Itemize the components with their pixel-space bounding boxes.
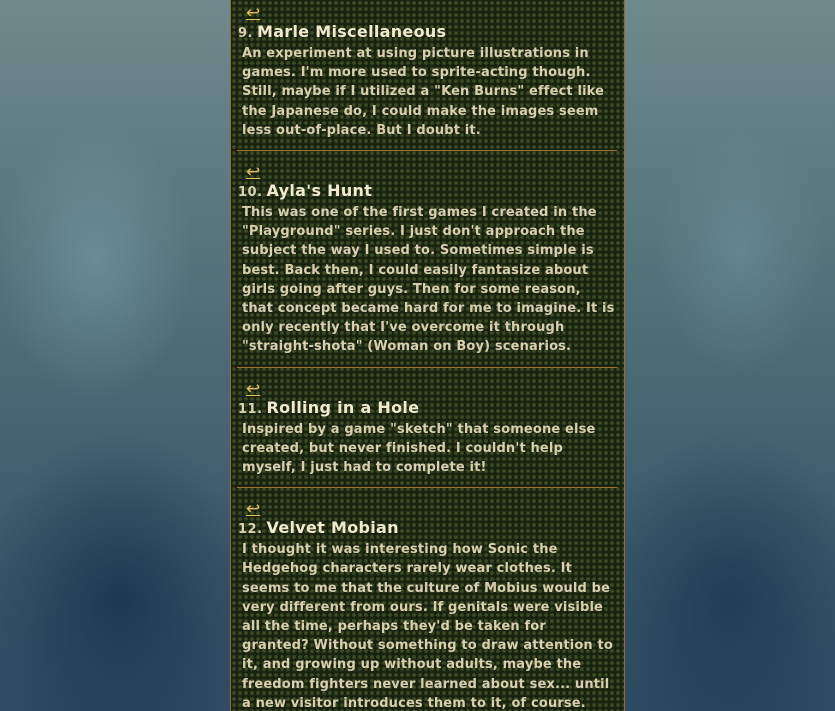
entry-number: 9. [238, 26, 253, 41]
entry-title-row [238, 181, 617, 203]
divider [237, 487, 617, 488]
back-to-top-link[interactable]: ↩ [246, 378, 261, 399]
entry-title: Velvet Mobian [266, 518, 399, 538]
back-to-top-link[interactable]: ↩ [246, 162, 261, 183]
entry-title-row [238, 398, 617, 420]
entry-description: Inspired by a game "sketch" that someone else created, but never finished. I couldn't help myself, I just had to complete it! [242, 421, 596, 476]
entry-10 [237, 159, 617, 368]
entry-12 [237, 496, 617, 711]
entry-11 [237, 376, 617, 489]
entry-description: An experiment at using picture illustrations in games. I'm more used to sprite-acting though. Still, maybe if I utilized a "Ken Burns" effect like the Japanese do, I could make the images seem less out-of-place. But I doubt it. [242, 46, 605, 138]
entry-title: Marle Miscellaneous [256, 22, 447, 41]
back-to-top-link[interactable]: ↩ [246, 3, 261, 23]
entry-number: 10. [238, 185, 263, 201]
entry-9 [237, 0, 617, 151]
entry-number: 12. [238, 522, 263, 538]
entry-title-row [238, 22, 617, 44]
entry-description: This was one of the first games I created in the "Playground" series. I just don't approach the subject the way I used to. Sometimes simple is best. Back then, I could easily fantasize about girls going after guys. Then for some reason, that concept became hard for me to imagine. It is only recently that I've overcome it through "straight-shota" (Woman on Boy) scenarios. [242, 205, 615, 355]
entry-description: I thought it was interesting how Sonic the Hedgehog characters rarely wear clothes. It seems to me that the culture of Mobius would be very different from ours. If genitals were visible all the time, perhaps they'd be taken for granted? Without something to draw attention to it, and growing up without adults, maybe the freedom fighters never learned about sex... until a new visitor introduces them to it, of course. [242, 542, 613, 711]
entry-title: Rolling in a Hole [266, 397, 420, 417]
divider [237, 150, 617, 151]
entry-number: 11. [238, 401, 263, 417]
entry-title-row [238, 518, 617, 540]
entry-title: Ayla's Hunt [266, 181, 373, 201]
back-to-top-link[interactable]: ↩ [246, 499, 261, 520]
content-column [230, 0, 625, 711]
divider [237, 367, 617, 368]
